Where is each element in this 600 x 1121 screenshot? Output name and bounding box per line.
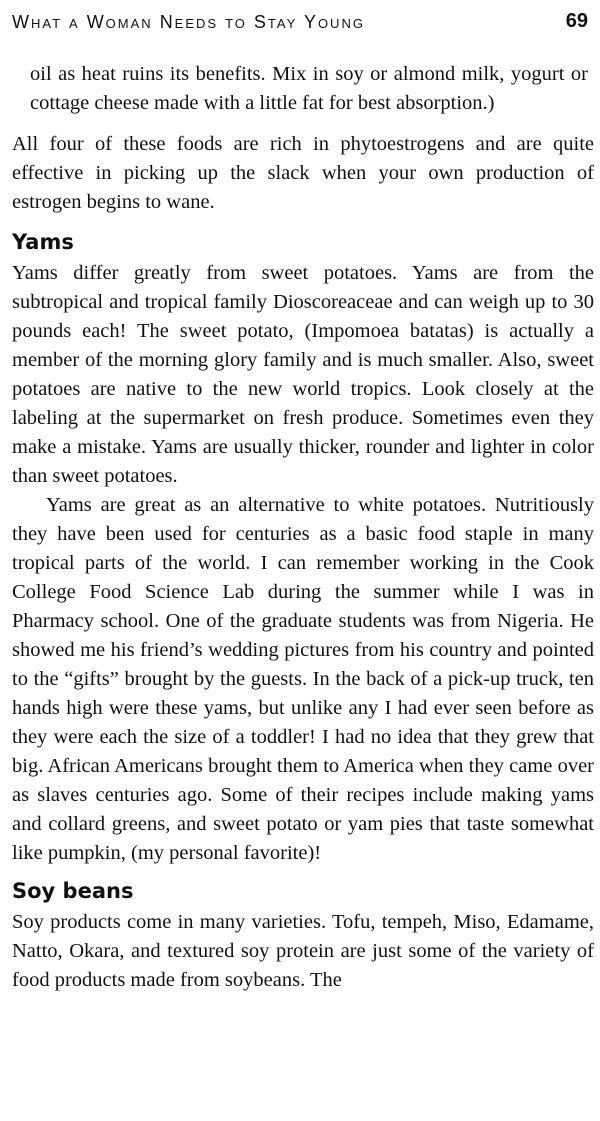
running-title: What a Woman Needs to Stay Young [12, 12, 365, 32]
section-heading-soy-beans: Soy beans [12, 879, 134, 903]
book-page [12, 0, 594, 1121]
running-header [12, 8, 594, 38]
yams-paragraph-1: Yams differ greatly from sweet potatoes. Yams are from the subtropical and tropical family Dioscoreaceae and can weigh up to 30 pounds each! The sweet potato, (Impomoea batatas) is actually a member of the morning glory family and is much smaller. Also, sweet potatoes are native to the new world tropics. Look closely at the labeling at the supermarket on fresh produce. Sometimes even they make a mistake. Yams are usually thicker, rounder and lighter in color than sweet potatoes. [12, 262, 594, 487]
quote-continuation: oil as heat ruins its benefits. Mix in soy or almond milk, yogurt or cottage cheese made with a little fat for best absorption.) [30, 63, 588, 114]
soy-paragraph-1: Soy products come in many varieties. Tofu, tempeh, Miso, Edamame, Natto, Okara, and textured soy protein are just some of the variety of food products made from soybeans. The [12, 911, 594, 991]
intro-paragraph: All four of these foods are rich in phytoestrogens and are quite effective in picking up the slack when your own production of estrogen begins to wane. [12, 133, 594, 213]
page-number: 69 [565, 10, 588, 32]
section-heading-yams: Yams [12, 230, 74, 254]
body-text [12, 60, 594, 995]
yams-paragraph-2: Yams are great as an alternative to white potatoes. Nutritiously they have been used for centuries as a basic food staple in many tropical parts of the world. I can remember working in the Cook College Food Science Lab during the summer while I was in Pharmacy school. One of the graduate students was from Nigeria. He showed me his friend’s wedding pictures from his country and pointed to the “gifts” brought by the guests. In the back of a pick-up truck, ten hands high were these yams, but unlike any I had ever seen before as they were each the size of a toddler! I had no idea that they grew that big. African Americans brought them to America when they came over as slaves centuries ago. Some of their recipes include making yams and collard greens, and sweet potato or yam pies that taste somewhat like pumpkin, (my personal favorite)! [12, 494, 594, 864]
